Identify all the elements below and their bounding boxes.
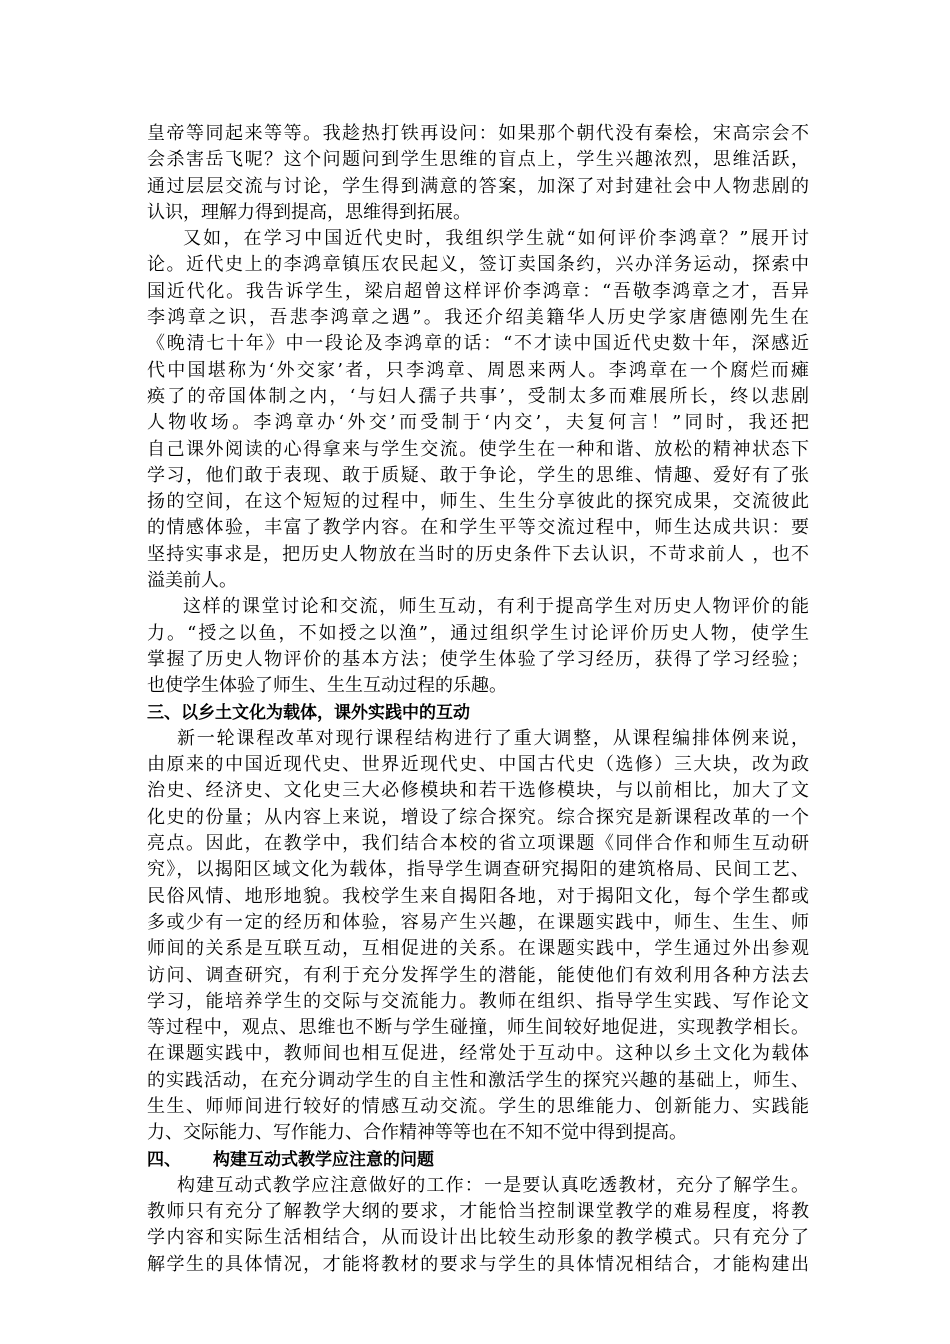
section-heading-4-number: 四、 <box>147 1149 181 1170</box>
paragraph-line: 力、交际能力、写作能力、合作精神等等也在不知不觉中得到提高。 <box>147 1122 687 1144</box>
paragraph-line: 《晚清七十年》中一段论及李鸿章的话：“不才读中国近代史数十年，深感近 <box>147 333 809 355</box>
paragraph-line: 会杀害岳飞呢？这个问题问到学生思维的盲点上，学生兴趣浓烈，思维活跃， <box>147 149 809 171</box>
paragraph-line: 学内容和实际生活相结合，从而设计出比较生动形象的教学模式。只有充分了 <box>147 1227 809 1249</box>
paragraph-line: 坚持实事求是，把历史人物放在当时的历史条件下去认识，不苛求前人 ，也不 <box>147 543 809 565</box>
paragraph-line: 痪了的帝国体制之内，‘与妇人孺子共事’，受制太多而难展所长，终以悲剧 <box>147 385 809 407</box>
paragraph-line: 访问、调查研究，有利于充分发挥学生的潜能，能使他们有效利用各种方法去 <box>147 964 809 986</box>
paragraph-line: 在课题实践中，教师间也相互促进，经常处于互动中。这种以乡土文化为载体 <box>147 1043 809 1065</box>
paragraph-line: 力。“授之以鱼，不如授之以渔”，通过组织学生讨论评价历史人物，使学生 <box>147 622 809 644</box>
paragraph-line: 新一轮课程改革对现行课程结构进行了重大调整，从课程编排体例来说， <box>177 727 809 749</box>
paragraph-line: 解学生的具体情况，才能将教材的要求与学生的具体情况相结合，才能构建出 <box>147 1253 809 1275</box>
paragraph-line: 教师只有充分了解教学大纲的要求，才能恰当控制课堂教学的难易程度，将教 <box>147 1201 809 1223</box>
paragraph-line: 等过程中，观点、思维也不断与学生碰撞，师生间较好地促进，实现教学相长。 <box>147 1017 809 1039</box>
paragraph-line: 认识，理解力得到提高，思维得到拓展。 <box>147 201 471 223</box>
section-heading-4 <box>147 1147 809 1173</box>
paragraph-line: 论。近代史上的李鸿章镇压农民起义，签订卖国条约，兴办洋务运动，探索中 <box>147 254 809 276</box>
paragraph-line: 学习，他们敢于表现、敢于质疑、敢于争论，学生的思维、情趣、爱好有了张 <box>147 464 809 486</box>
paragraph-line: 人物收场。李鸿章办‘外交’而受制于‘内交’，夫复何言！”同时，我还把 <box>147 412 809 434</box>
paragraph-line: 生生、师师间进行较好的情感互动交流。学生的思维能力、创新能力、实践能 <box>147 1095 809 1117</box>
paragraph-line: 多或少有一定的经历和体验，容易产生兴趣，在课题实践中，师生、生生、师 <box>147 911 809 933</box>
paragraph-line: 自己课外阅读的心得拿来与学生交流。使学生在一种和谐、放松的精神状态下 <box>147 438 809 460</box>
paragraph-line: 李鸿章之识，吾悲李鸿章之遇”。我还介绍美籍华人历史学家唐德刚先生在 <box>147 307 809 329</box>
paragraph-line: 化史的份量；从内容上来说，增设了综合探究。综合探究是新课程改革的一个 <box>147 806 809 828</box>
section-heading-4-title: 构建互动式教学应注意的问题 <box>213 1149 434 1170</box>
paragraph-line: 的情感体验，丰富了教学内容。在和学生平等交流过程中，师生达成共识：要 <box>147 517 809 539</box>
paragraph-line: 皇帝等同起来等等。我趁热打铁再设问：如果那个朝代没有秦桧，宋高宗会不 <box>147 123 809 144</box>
section-heading-3: 三、以乡土文化为载体，课外实践中的互动 <box>147 702 470 723</box>
paragraph-line: 构建互动式教学应注意做好的工作：一是要认真吃透教材，充分了解学生。 <box>177 1174 809 1196</box>
paragraph-line: 掌握了历史人物评价的基本方法；使学生体验了学习经历，获得了学习经验； <box>147 648 809 670</box>
paragraph-line: 学习，能培养学生的交际与交流能力。教师在组织、指导学生实践、写作论文 <box>147 990 809 1012</box>
paragraph-line: 由原来的中国近现代史、世界近现代史、中国古代史（选修）三大块，改为政 <box>147 754 809 776</box>
paragraph-line: 这样的课堂讨论和交流，师生互动，有利于提高学生对历史人物评价的能 <box>183 596 809 618</box>
paragraph-line: 也使学生体验了师生、生生互动过程的乐趣。 <box>147 675 507 697</box>
paragraph-line: 治史、经济史、文化史三大必修模块和若干选修模块，与以前相比，加大了文 <box>147 780 809 802</box>
paragraph-line: 亮点。因此，在教学中，我们结合本校的省立项课题《同伴合作和师生互动研 <box>147 833 809 855</box>
paragraph-line: 溢美前人。 <box>147 570 237 592</box>
paragraph-line: 国近代化。我告诉学生，梁启超曾这样评价李鸿章：“吾敬李鸿章之才，吾异 <box>147 280 809 302</box>
paragraph-line: 代中国堪称为‘外交家’者，只李鸿章、周恩来两人。李鸿章在一个腐烂而瘫 <box>147 359 809 381</box>
paragraph-line: 师间的关系是互联互动，互相促进的关系。在课题实践中，学生通过外出参观 <box>147 938 809 960</box>
paragraph-line: 又如，在学习中国近代史时，我组织学生就“如何评价李鸿章？”展开讨 <box>183 228 809 250</box>
paragraph-line: 民俗风情、地形地貌。我校学生来自揭阳各地，对于揭阳文化，每个学生都或 <box>147 885 809 907</box>
paragraph-line: 的实践活动，在充分调动学生的自主性和激活学生的探究兴趣的基础上，师生、 <box>147 1069 809 1091</box>
paragraph-line: 究》，以揭阳区域文化为载体，指导学生调查研究揭阳的建筑格局、民间工艺、 <box>147 859 809 881</box>
document-body <box>147 121 809 1278</box>
paragraph-line: 扬的空间，在这个短短的过程中，师生、生生分享彼此的探究成果，交流彼此 <box>147 491 809 513</box>
paragraph-line: 通过层层交流与讨论，学生得到满意的答案，加深了对封建社会中人物悲剧的 <box>147 175 809 197</box>
